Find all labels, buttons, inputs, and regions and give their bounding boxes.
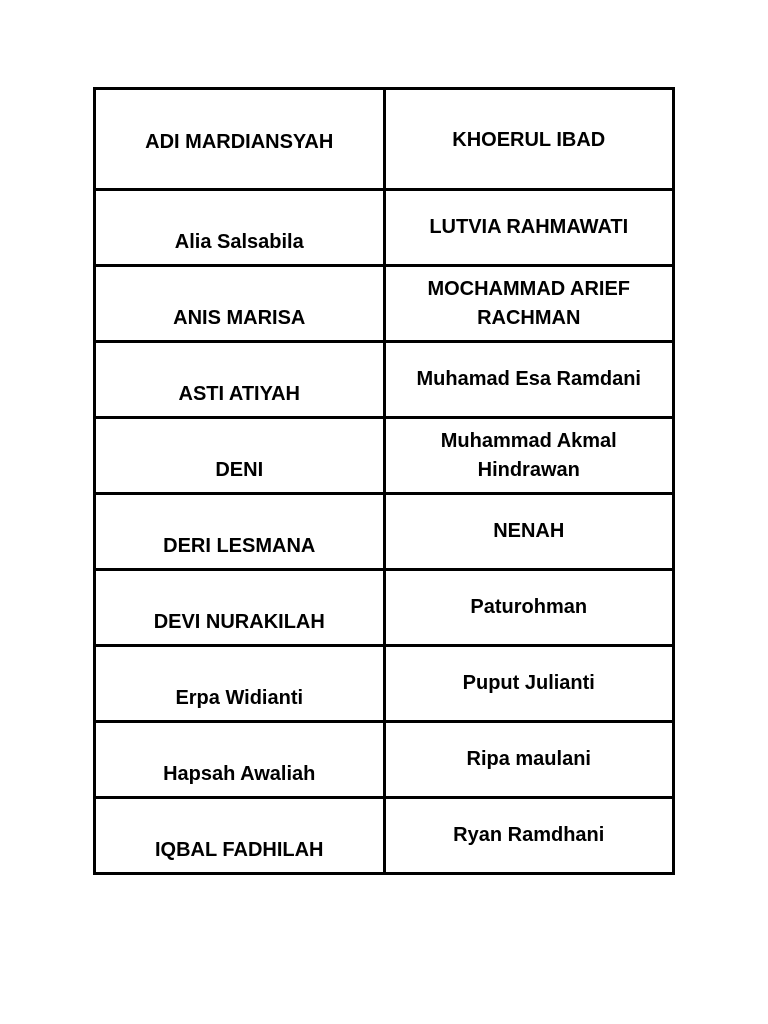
name-cell-right: NENAH (384, 494, 674, 570)
table-row (95, 646, 674, 722)
table-row (95, 418, 674, 494)
table-row (95, 266, 674, 342)
table-row (95, 798, 674, 874)
table-row (95, 190, 674, 266)
table-row (95, 89, 674, 190)
name-cell-left: ANIS MARISA (95, 266, 385, 342)
name-cell-right: MOCHAMMAD ARIEF RACHMAN (384, 266, 674, 342)
name-cell-left: DERI LESMANA (95, 494, 385, 570)
name-table (93, 87, 675, 875)
name-cell-right: Muhammad Akmal Hindrawan (384, 418, 674, 494)
name-cell-right: Puput Julianti (384, 646, 674, 722)
table-row (95, 722, 674, 798)
name-cell-left: DENI (95, 418, 385, 494)
name-cell-left: Hapsah Awaliah (95, 722, 385, 798)
name-cell-left: ASTI ATIYAH (95, 342, 385, 418)
table-row (95, 494, 674, 570)
name-cell-left: Erpa Widianti (95, 646, 385, 722)
name-cell-left: Alia Salsabila (95, 190, 385, 266)
name-cell-left: DEVI NURAKILAH (95, 570, 385, 646)
name-cell-right: Muhamad Esa Ramdani (384, 342, 674, 418)
name-cell-right: Paturohman (384, 570, 674, 646)
name-cell-left: IQBAL FADHILAH (95, 798, 385, 874)
table-row (95, 570, 674, 646)
name-cell-right: Ripa maulani (384, 722, 674, 798)
name-table-body (95, 89, 674, 874)
name-cell-right: LUTVIA RAHMAWATI (384, 190, 674, 266)
name-cell-right: Ryan Ramdhani (384, 798, 674, 874)
name-cell-right: KHOERUL IBAD (384, 89, 674, 190)
table-row (95, 342, 674, 418)
name-cell-left: ADI MARDIANSYAH (95, 89, 385, 190)
